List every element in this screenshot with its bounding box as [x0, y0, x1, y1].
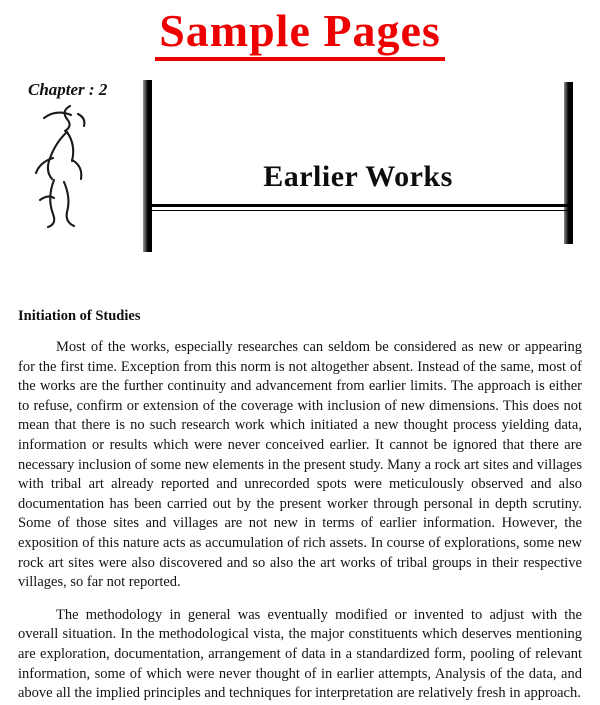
sample-pages-watermark	[0, 4, 600, 61]
body-paragraph-1: Most of the works, especially researches can seldom be considered as new or appearing for the first time. Exception from this norm is not altogether absent. Instead of the same, most of the works are the further continuity and advancement from earlier limits. The approach is either to refuse, confirm or extension of the coverage with inclusion of new dimensions. This does not mean that there is no such research work which initiated a new thought process yielding data, information or results which were never conceived earlier. It cannot be ignored that there are necessary inclusion of some new elements in the present study. Many a rock art sites and villages with tribal art already reported and unrecorded spots were meticulously observed and also documentation has been carried out by the present worker through personal in depth scrutiny. Some of those sites and villages are not new in terms of earlier information. However, the exposition of this nature acts as accumulation of rich assets. In course of explorations, some new rock art sites were also discovered and so also the art works of tribal groups in their respective villages, so far not reported.	[18, 339, 583, 591]
page-body	[18, 308, 582, 705]
rock-art-illustration	[22, 100, 117, 235]
chapter-label: Chapter : 2	[28, 80, 108, 99]
chapter-header-band	[143, 80, 573, 252]
chapter-title: Earlier Works	[263, 160, 453, 193]
sample-pages-text: Sample Pages	[155, 7, 445, 61]
section-heading: Initiation of Studies	[18, 308, 141, 324]
body-paragraph-2: The methodology in general was eventually modified or invented to adjust with the overall situation. In the methodological vista, the major constituents which deserves mentioning are exploration, documentation, arrangement of data in a standardized form, pooling of relevant information, some of which were never thought of in earlier attempts, Analysis of the data, and above all the implied principles and techniques for interpretation are relatively fresh in approach.	[18, 606, 582, 702]
double-rule	[148, 204, 568, 211]
